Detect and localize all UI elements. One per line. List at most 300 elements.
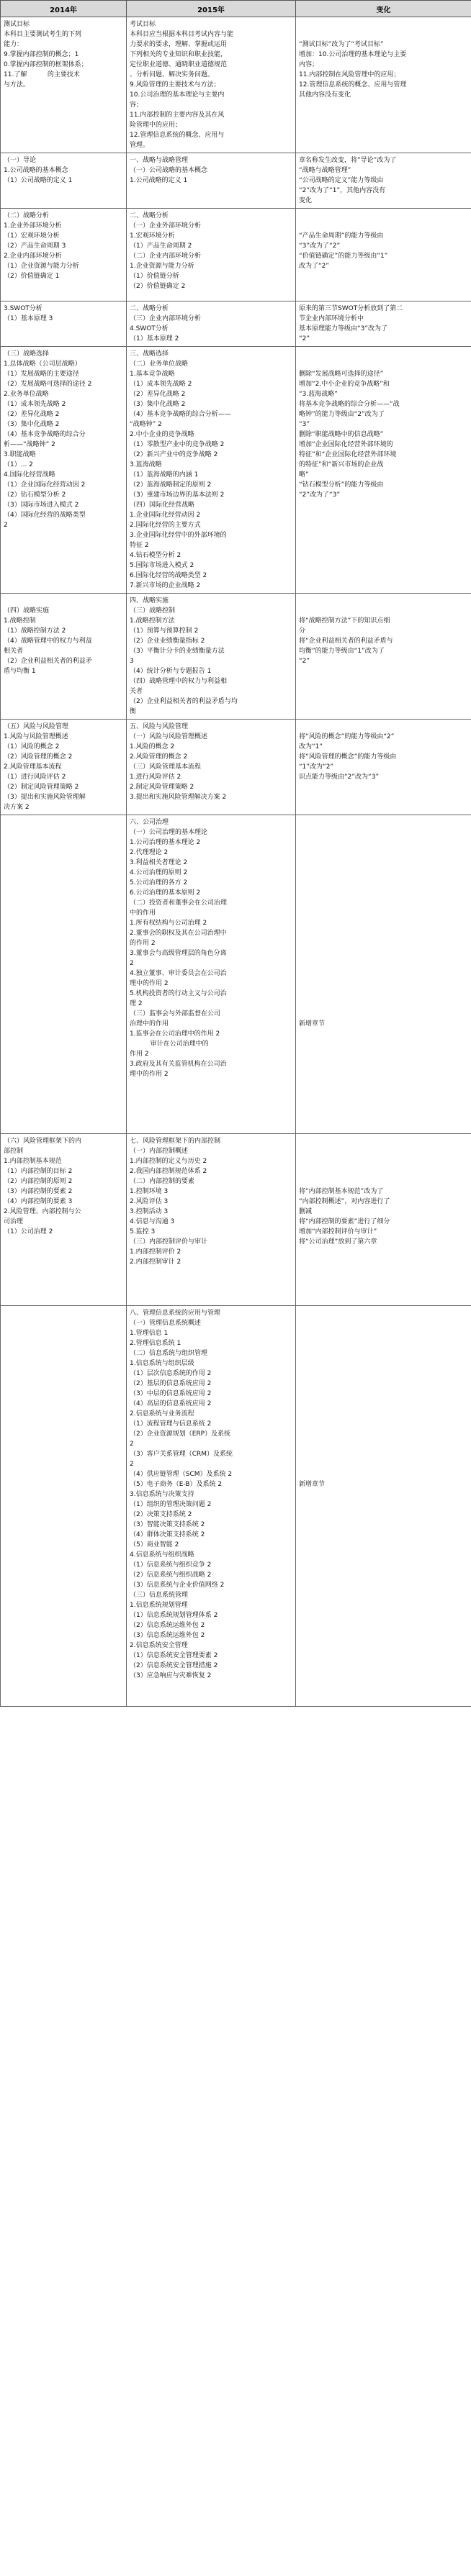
- cell-line: 理中的作用 2: [130, 980, 169, 987]
- cell-line: （一）风险与风险管理概述: [130, 733, 208, 740]
- cell-line: [299, 19, 468, 30]
- cell-2015: [127, 17, 296, 153]
- table-row: [1, 1306, 471, 1707]
- cell-line: （3）内部控制的要素 2: [4, 1188, 73, 1195]
- cell-line: 将“公司治理”放到了第六章: [299, 1238, 377, 1246]
- cell-line: （1）宏观环境分析: [4, 232, 60, 240]
- table-row: [1, 17, 471, 153]
- cell-line: （2）发展战略可选择的途径 2: [4, 381, 92, 388]
- cell-line: 改为“1”: [299, 743, 323, 750]
- header-change: 变化: [296, 1, 471, 17]
- cell-line: 将“风险管理的概念”的能力等级由: [299, 753, 397, 761]
- cell-change: [296, 1134, 471, 1306]
- cell-line: 将“企业利益相关者的利益矛盾与: [299, 638, 393, 645]
- cell-line: [299, 989, 468, 999]
- cell-line: （2）制定风险管理策略 2: [4, 784, 79, 791]
- cell-line: （二）业务单位战略: [130, 360, 189, 368]
- cell-line: （1）层次信息系统的作用 2: [130, 1370, 212, 1377]
- cell-line: 本科目主要测试考生的下列: [4, 31, 82, 38]
- cell-line: 1.公司治理的基本理论 2: [130, 839, 201, 846]
- cell-line: “产品生命周期”的能力等级由: [299, 232, 384, 240]
- cell-line: 下列相关的专业知识和职业技能，: [130, 51, 228, 58]
- cell-line: “2”: [299, 335, 310, 343]
- cell-line: 衡: [130, 708, 137, 715]
- cell-line: 特征”和“企业国际化经营外部环境: [299, 451, 397, 458]
- cell-line: 6.国际化经营的战略类型 2: [130, 572, 207, 579]
- cell-line: 4.国际化经营战略: [4, 471, 55, 479]
- cell-line: 测试目标: [4, 21, 30, 28]
- cell-line: [299, 1449, 468, 1459]
- cell-2014: [1, 1134, 127, 1306]
- cell-line: [299, 1308, 468, 1318]
- cell-line: 改为了“2”: [299, 263, 330, 270]
- cell-line: [299, 838, 468, 848]
- cell-2015: [127, 153, 296, 209]
- cell-line: 1.战略控制方法: [130, 617, 175, 625]
- cell-line: （二）内部控制的要素: [130, 1178, 195, 1185]
- cell-line: 略钟”的能力等级由“2”改为了: [299, 411, 385, 418]
- cell-line: 作用 2: [130, 1051, 149, 1058]
- cell-line: 1.战略控制: [4, 617, 36, 625]
- cell-2014: [1, 209, 127, 301]
- cell-line: 5.监控 3: [130, 1228, 156, 1235]
- table-row: [1, 1134, 471, 1306]
- cell-line: “1”改为“2”: [299, 763, 334, 771]
- cell-line: 3.利益相关者理论 2: [130, 859, 188, 866]
- cell-line: “战略钟” 2: [130, 421, 162, 428]
- cell-line: 将“内部控制的要素”进行了细分: [299, 1218, 390, 1225]
- cell-line: [299, 958, 468, 969]
- cell-line: （一）内部控制概述: [130, 1148, 189, 1155]
- cell-line: （1）... 2: [4, 461, 33, 468]
- cell-line: （2）企业资源规划（ERP）及系统: [130, 1430, 231, 1438]
- cell-line: 5.国际市场进入模式 2: [130, 562, 194, 569]
- cell-line: 1.公司战略的定义 1: [130, 177, 188, 184]
- cell-line: [299, 1338, 468, 1348]
- cell-line: （2）信息系统运维外包 2: [130, 1622, 205, 1629]
- cell-line: “3”改为了“2”: [299, 242, 341, 250]
- cell-line: （4）高层的信息系统应用 2: [130, 1400, 212, 1407]
- cell-line: 部控制: [4, 1148, 24, 1155]
- cell-line: 2.风险管理的概念 2: [130, 753, 188, 761]
- cell-line: 0.掌握内部控制的框架体系；: [4, 61, 88, 68]
- cell-line: 9.掌握内部控制的概念；1: [4, 51, 79, 58]
- cell-2014: [1, 347, 127, 594]
- cell-line: 1.风险的概念 2: [130, 743, 175, 750]
- cell-2014: [1, 1306, 127, 1707]
- cell-line: [299, 858, 468, 868]
- cell-line: （3）中层的信息系统应用 2: [130, 1390, 212, 1397]
- cell-line: （4）供应链管理（SCM）及系统 2: [130, 1471, 233, 1478]
- cell-line: 析——“战略钟” 2: [4, 441, 55, 448]
- cell-line: （一）企业外部环境分析: [130, 222, 202, 230]
- cell-line: 12.管理信息系统的概念、应用与管理: [299, 81, 407, 89]
- cell-line: （2）决策支持系统 2: [130, 1511, 192, 1518]
- cell-line: “2”改为了“1”，其他内容没有: [299, 187, 386, 194]
- cell-line: （3）国际市场进入模式 2: [4, 502, 79, 509]
- cell-line: 删除“职能战略中的信息战略”: [299, 431, 384, 438]
- cell-line: （1）发展战略的主要途径: [4, 371, 79, 378]
- cell-line: [299, 868, 468, 878]
- cell-2015: [127, 720, 296, 815]
- cell-line: 1.内部控制的定义与历史 2: [130, 1158, 207, 1165]
- cell-line: （1）价值链分析: [130, 273, 179, 280]
- cell-line: 将“风险的概念”的能力等级由“2”: [299, 733, 395, 740]
- cell-line: 6.公司治理的基本原则 2: [130, 889, 201, 897]
- cell-line: 增加“内部控制评价与审计”: [299, 1228, 377, 1235]
- cell-line: 本科目应当根据本科目考试内容与能: [130, 31, 234, 38]
- cell-line: 2.信息系统安全管理: [130, 1642, 188, 1649]
- cell-line: 1.管理信息 1: [130, 1330, 169, 1337]
- cell-line: （4）国际化经营的战略类型: [4, 512, 86, 519]
- cell-line: （四）国际化经营战略: [130, 502, 195, 509]
- cell-line: 1.内部控制评价 2: [130, 1248, 181, 1256]
- cell-line: （三）内部控制评价与审计: [130, 1238, 208, 1246]
- cell-line: 特征 2: [130, 542, 149, 549]
- cell-line: （3）信息系统与企业价值网络 2: [130, 1582, 225, 1589]
- cell-line: 将“内部控制基本规范”改为了: [299, 1188, 384, 1195]
- cell-line: [299, 938, 468, 948]
- cell-line: （2）信息系统与组织战略 2: [130, 1572, 212, 1579]
- cell-line: 1.风险与风险管理概述: [4, 733, 68, 740]
- cell-line: [299, 211, 468, 221]
- cell-line: （四）战略管理中的权力与利益相: [130, 678, 228, 685]
- cell-change: [296, 594, 471, 720]
- cell-line: （2）基层的信息系统应用 2: [130, 1380, 212, 1387]
- cell-line: 变化: [299, 197, 313, 204]
- cell-change: [296, 720, 471, 815]
- cell-line: （三）战略选择: [4, 350, 50, 358]
- cell-line: “2”: [299, 658, 310, 665]
- cell-line: （1）风险的概念 2: [4, 743, 60, 750]
- cell-line: （2）信息系统安全管理措施 2: [130, 1662, 218, 1669]
- table-header-row: [1, 1, 471, 17]
- header-2015: 2015年: [127, 1, 296, 17]
- table-row: [1, 815, 471, 1134]
- cell-line: 3.蓝海战略: [130, 461, 162, 468]
- cell-line: （2）风险管理的概念 2: [4, 753, 73, 761]
- cell-line: （2）价值链确定 1: [4, 273, 60, 280]
- cell-line: （二）企业内部环境分析: [130, 253, 202, 260]
- cell-line: 三、战略选择: [130, 350, 169, 358]
- cell-line: （1）预算与预算控制 2: [130, 627, 199, 635]
- cell-line: 3.企业国际化经营中的外部环境的: [130, 532, 227, 539]
- cell-line: 八、管理信息系统的应用与管理: [130, 1310, 221, 1317]
- cell-line: “公司战略的定义”能力等级由: [299, 177, 384, 184]
- cell-line: （4）内部控制的要素 3: [4, 1198, 73, 1205]
- cell-line: 新增章节: [299, 1020, 326, 1028]
- cell-line: [299, 1136, 468, 1146]
- cell-change: [296, 301, 471, 347]
- cell-line: [299, 30, 468, 40]
- cell-line: 4.信息系统与组织战略: [130, 1551, 194, 1559]
- cell-line: 识点能力等级由“2”改为“3”: [299, 774, 380, 781]
- cell-line: 章名称发生改变，将“导论”改为了: [299, 157, 397, 164]
- cell-2015: [127, 209, 296, 301]
- cell-line: （三）信息系统管理: [130, 1592, 189, 1599]
- cell-line: 2.信息系统与业务流程: [130, 1410, 194, 1418]
- cell-change: [296, 153, 471, 209]
- cell-line: [299, 1166, 468, 1176]
- cell-line: 2.管理信息系统 1: [130, 1340, 181, 1347]
- cell-line: 1.宏观环境分析: [130, 232, 175, 240]
- cell-line: [299, 928, 468, 938]
- cell-line: 2: [130, 1441, 134, 1448]
- cell-line: [299, 1459, 468, 1469]
- cell-2014: [1, 815, 127, 1134]
- table-row: [1, 209, 471, 301]
- cell-line: 2.中小企业的竞争战略: [130, 431, 194, 438]
- cell-line: 2.代理理论 2: [130, 849, 169, 856]
- cell-line: 治理中的作用: [130, 1020, 169, 1028]
- cell-line: [299, 969, 468, 979]
- cell-line: （三）监事会与外部监督在公司: [130, 1010, 221, 1017]
- cell-line: （2）企业业绩衡量指标 2: [130, 638, 205, 645]
- cell-2015: [127, 594, 296, 720]
- cell-line: 基本原理能力等级由“3”改为了: [299, 325, 388, 332]
- cell-line: 新增章节: [299, 1481, 326, 1488]
- cell-line: 2.国际化经营的主要方式: [130, 522, 201, 529]
- cell-line: [299, 1318, 468, 1328]
- cell-line: 2.业务单位战略: [4, 391, 49, 398]
- cell-line: 2.我国内部控制规范体系 2: [130, 1168, 207, 1175]
- cell-change: [296, 209, 471, 301]
- cell-line: 容；: [130, 101, 143, 109]
- cell-line: （五）风险与风险管理: [4, 723, 69, 730]
- cell-line: “测试目标”改为了“考试目标”: [299, 41, 384, 48]
- cell-line: 2.风险管理基本流程: [4, 763, 62, 771]
- cell-line: 盾与均衡 1: [4, 668, 36, 675]
- cell-line: （二）战略分析: [4, 212, 50, 219]
- cell-line: 2.风险管理、内部控制与公: [4, 1208, 81, 1215]
- cell-line: （1）企业国际化经营动因 2: [4, 481, 86, 489]
- cell-line: 2.风险评估 3: [130, 1198, 169, 1205]
- cell-line: （4）基本竞争战略的综合分析——: [130, 411, 231, 418]
- cell-line: [299, 908, 468, 918]
- cell-line: （3）应急响应与灾难恢复 2: [130, 1672, 212, 1679]
- cell-line: （3）集中化战略 2: [4, 421, 60, 428]
- cell-line: （二）信息系统与组织管理: [130, 1350, 208, 1357]
- cell-line: （3）重建市场边界的基本法则 2: [130, 491, 225, 499]
- cell-line: 1.信息系统与组织层级: [130, 1360, 194, 1367]
- cell-2014: [1, 720, 127, 815]
- cell-line: 3.董事会与高级管理层的角色分离: [130, 950, 227, 957]
- cell-line: （3）客户关系管理（CRM）及系统: [130, 1451, 233, 1458]
- cell-line: 其他内容没有变化: [299, 91, 351, 99]
- table-row: [1, 153, 471, 209]
- cell-line: （1）蓝海战略的内涵 1: [130, 471, 199, 479]
- cell-2015: [127, 1306, 296, 1707]
- cell-line: [299, 1359, 468, 1369]
- cell-line: （4）基本竞争战略的综合分: [4, 431, 86, 438]
- cell-line: 二、战略分析: [130, 305, 169, 312]
- cell-line: （1）战略控制方法 2: [4, 627, 66, 635]
- cell-line: 1.企业国际化经营动因 2: [130, 512, 201, 519]
- cell-line: 、分析问题、解决实务问题。: [130, 71, 215, 78]
- cell-line: 1.总体战略（公司层战略）: [4, 360, 81, 368]
- cell-line: 增加：10.公司治理的基本理论与主要: [299, 51, 407, 58]
- cell-line: [299, 848, 468, 858]
- cell-line: （1）组织的管理决策问题 2: [130, 1501, 212, 1508]
- cell-line: 理 2: [130, 1000, 143, 1007]
- cell-line: [299, 1389, 468, 1399]
- cell-line: 将基本竞争战略的综合分析——“战: [299, 401, 400, 408]
- cell-2014: [1, 153, 127, 209]
- cell-line: （2）内部控制的原则 2: [4, 1178, 73, 1185]
- cell-line: 1.控制环境 3: [130, 1188, 169, 1195]
- cell-line: 司治理: [4, 1218, 24, 1225]
- cell-line: （一）公司战略的基本概念: [130, 167, 208, 174]
- cell-line: （2）企业利益相关者的利益矛: [4, 658, 92, 665]
- cell-line: 2.制定风险管理策略 2: [130, 784, 194, 791]
- cell-line: （4）战略管理中的权力与利益: [4, 638, 92, 645]
- cell-line: （六）风险管理框架下的内: [4, 1138, 82, 1145]
- cell-line: 1.所有权结构与公司治理 2: [130, 920, 207, 927]
- cell-line: （5）商业智能 2: [130, 1541, 179, 1548]
- cell-line: （2）钻石模型分析 2: [4, 491, 66, 499]
- cell-line: 关者: [130, 688, 143, 695]
- cell-line: [299, 349, 468, 359]
- cell-line: [299, 948, 468, 958]
- cell-line: （3）提出和实施风险管理解: [4, 794, 86, 801]
- cell-line: （三）战略控制: [130, 607, 176, 614]
- cell-line: [299, 898, 468, 908]
- cell-line: “2”改为了“3”: [299, 491, 341, 499]
- cell-line: 删减: [299, 1208, 313, 1215]
- cell-2015: [127, 1134, 296, 1306]
- cell-line: 增加“2.中小企业的竞争战略”和: [299, 381, 390, 388]
- cell-line: 的作用 2: [130, 940, 156, 947]
- cell-line: 5.机构投资者的行动主义与公司治: [130, 990, 227, 997]
- cell-line: （一）管理信息系统概述: [130, 1320, 202, 1327]
- cell-line: 1.内部控制基本规范: [4, 1158, 62, 1165]
- cell-line: “3.蓝海战略”: [299, 391, 338, 398]
- cell-line: 决方案 2: [4, 804, 30, 811]
- cell-line: 险管理中的应用；: [130, 122, 182, 129]
- cell-line: 4.SWOT分析: [130, 325, 169, 332]
- cell-line: 1.监事会在公司治理中的作用 2: [130, 1030, 220, 1038]
- cell-line: （2）产品生命周期 3: [4, 242, 66, 250]
- cell-line: 分: [299, 627, 306, 635]
- cell-line: 内容；: [299, 61, 319, 68]
- cell-line: （二）投资者和董事会在公司治理: [130, 899, 228, 907]
- cell-line: 3.控制活动 3: [130, 1208, 169, 1215]
- table-row: [1, 594, 471, 720]
- cell-line: [299, 1156, 468, 1166]
- cell-line: 二、战略分析: [130, 212, 169, 219]
- cell-line: 能力：: [4, 41, 24, 48]
- cell-line: 11.了解 的主要技术: [4, 71, 80, 78]
- cell-line: 3.SWOT分析: [4, 305, 42, 312]
- cell-line: [299, 221, 468, 231]
- cell-line: [299, 1369, 468, 1379]
- cell-line: [299, 722, 468, 732]
- cell-change: [296, 347, 471, 594]
- cell-line: （1）信息系统规划管理体系 2: [130, 1612, 218, 1619]
- cell-line: 五、风险与风险管理: [130, 723, 189, 730]
- cell-line: （1）成本领先战略 2: [130, 381, 192, 388]
- cell-line: “钻石模型分析”的能力等级由: [299, 481, 384, 489]
- cell-2015: [127, 347, 296, 594]
- cell-line: （1）基本原理 2: [130, 335, 179, 343]
- cell-line: 3.职能战略: [4, 451, 36, 458]
- cell-line: 力要求的要求，理解、掌握或运用: [130, 41, 228, 48]
- cell-line: [299, 606, 468, 616]
- cell-line: 2: [130, 1461, 134, 1468]
- cell-line: （2）价值链确定 2: [130, 283, 186, 290]
- cell-line: （1）基本原理 3: [4, 315, 53, 322]
- cell-line: 与方法。: [4, 81, 30, 89]
- cell-line: 七、风险管理框架下的内部控制: [130, 1138, 221, 1145]
- cell-line: 12.管理信息系统的概念、应用与: [130, 132, 225, 139]
- cell-line: 1.进行风险评估 2: [130, 774, 181, 781]
- cell-line: 审计在公司治理中的: [130, 1040, 209, 1048]
- cell-line: [299, 1409, 468, 1419]
- cell-line: [299, 1439, 468, 1449]
- table-row: [1, 347, 471, 594]
- cell-line: 理中的作用 2: [130, 1071, 169, 1078]
- cell-line: 2.内部控制审计 2: [130, 1258, 181, 1266]
- cell-line: 4.公司治理的原则 2: [130, 869, 188, 876]
- cell-line: 1.公司战略的基本概念: [4, 167, 68, 174]
- cell-line: 将“战略控制方法”下的知识点细: [299, 617, 390, 625]
- cell-line: [299, 878, 468, 888]
- table-row: [1, 301, 471, 347]
- cell-line: （5）电子商务（E-B）及系统 2: [130, 1481, 223, 1488]
- cell-line: 的特征”和“新兴市场的企业战: [299, 461, 384, 468]
- cell-2014: [1, 17, 127, 153]
- cell-line: 删除“发展战略可选择的途径”: [299, 371, 384, 378]
- cell-line: （1）零散型产业中的竞争战略 2: [130, 441, 225, 448]
- cell-line: （一）导论: [4, 157, 37, 164]
- cell-line: [299, 1328, 468, 1338]
- cell-line: “价值链确定”的能力等级由“1”: [299, 253, 388, 260]
- cell-line: 3.信息系统与决策支持: [130, 1491, 194, 1498]
- cell-line: （4）群体决策支持系统 2: [130, 1531, 205, 1538]
- cell-line: （1）企业资源与能力分析: [4, 263, 79, 270]
- cell-line: （2）差异化战略 2: [4, 411, 60, 418]
- cell-line: （1）信息系统安全管理要素 2: [130, 1652, 218, 1659]
- cell-line: [299, 888, 468, 898]
- cell-line: 节企业内部环境分析中: [299, 315, 364, 322]
- cell-line: （1）公司战略的定义 1: [4, 177, 73, 184]
- cell-line: （1）流程管理与信息系统 2: [130, 1420, 212, 1428]
- cell-line: [299, 827, 468, 838]
- cell-line: 11.内部控制的主要内容及其在风: [130, 112, 225, 119]
- cell-line: [299, 1009, 468, 1019]
- cell-line: 5.公司治理的各方 2: [130, 879, 188, 886]
- cell-line: （3）平衡计分卡的业绩衡量方法: [130, 648, 225, 655]
- cell-line: 1.企业外部环境分析: [4, 222, 62, 230]
- cell-line: 管理。: [130, 142, 150, 149]
- cell-line: （一）公司治理的基本理论: [130, 829, 208, 836]
- cell-line: “战略与战略管理”: [299, 167, 351, 174]
- table-body: [1, 17, 471, 1707]
- cell-line: 2: [130, 960, 134, 967]
- cell-line: 1.基本竞争战略: [130, 371, 175, 378]
- cell-line: （四）战略实施: [4, 607, 50, 614]
- cell-line: 4.信息与沟通 3: [130, 1218, 175, 1225]
- cell-2015: [127, 815, 296, 1134]
- cell-line: 中的作用: [130, 910, 156, 917]
- cell-line: 一、战略与战略管理: [130, 157, 189, 164]
- cell-line: [299, 1429, 468, 1439]
- cell-line: 3.提出和实施风险管理解决方案 2: [130, 794, 227, 801]
- cell-line: （三）风险管理基本流程: [130, 763, 202, 771]
- cell-line: （2）新兴产业中的竞争战略 2: [130, 451, 218, 458]
- cell-line: 3: [130, 658, 134, 665]
- header-2014: 2014年: [1, 1, 127, 17]
